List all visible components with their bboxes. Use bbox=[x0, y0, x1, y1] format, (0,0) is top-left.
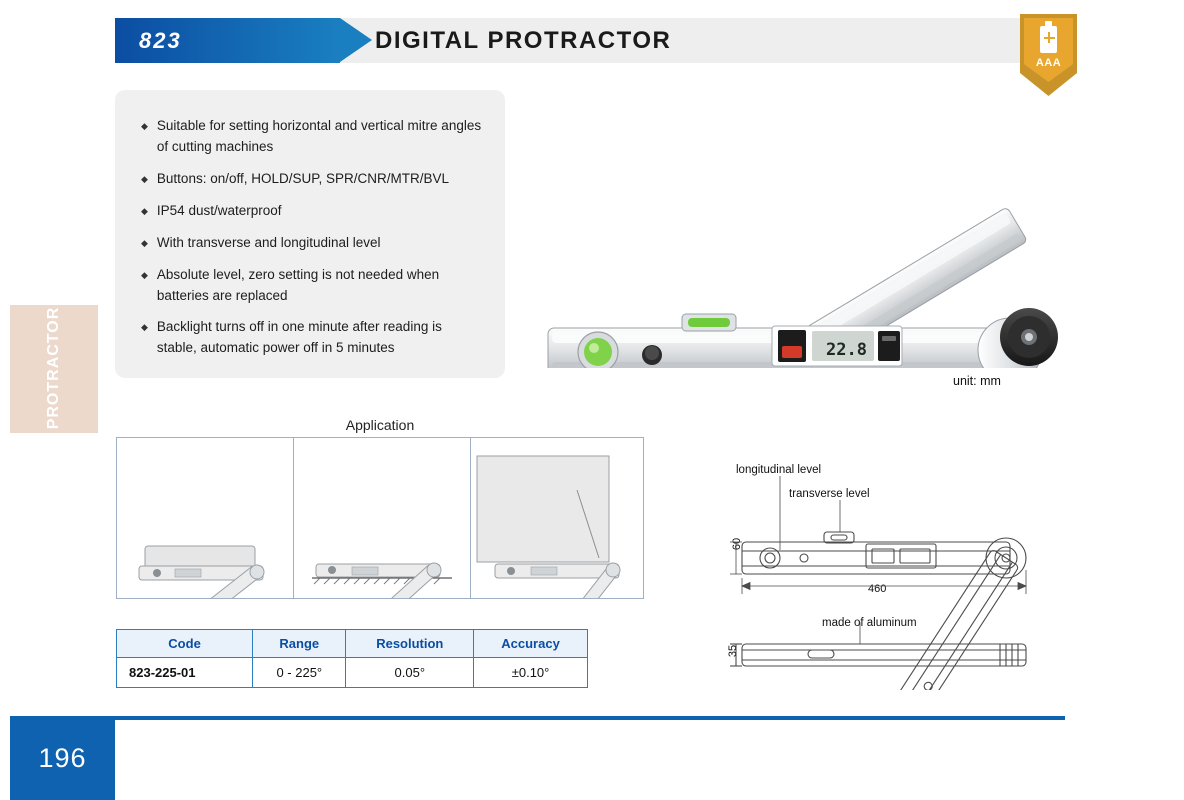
column-header-accuracy: Accuracy bbox=[474, 630, 588, 658]
application-illustration-1 bbox=[117, 438, 293, 598]
diamond-bullet-icon: ◆ bbox=[141, 269, 148, 280]
cell-resolution: 0.05° bbox=[346, 658, 474, 688]
diamond-bullet-icon: ◆ bbox=[141, 205, 148, 216]
lcd-reading: 22.8 bbox=[826, 340, 867, 360]
feature-text: IP54 dust/waterproof bbox=[156, 202, 282, 218]
column-header-code: Code bbox=[117, 630, 253, 658]
battery-label: AAA bbox=[1035, 57, 1062, 69]
dimension-thickness: 35 bbox=[727, 644, 740, 658]
page-number: 196 bbox=[38, 742, 87, 773]
dimension-height: 60 bbox=[731, 537, 744, 551]
battery-plus-icon-bar bbox=[1044, 37, 1055, 39]
specification-table bbox=[116, 629, 588, 688]
unit-label: unit: mm bbox=[953, 374, 1001, 388]
product-code: 823 bbox=[139, 27, 182, 53]
callout-longitudinal-level: longitudinal level bbox=[736, 464, 822, 476]
list-item bbox=[141, 169, 485, 190]
application-panel-3 bbox=[471, 438, 647, 598]
technical-drawing bbox=[700, 360, 1170, 690]
cell-code: 823-225-01 bbox=[117, 658, 253, 688]
list-item bbox=[141, 233, 485, 254]
application-panel-1 bbox=[117, 438, 294, 598]
category-side-tab-label: PROTRACTOR bbox=[45, 306, 62, 430]
diamond-bullet-icon: ◆ bbox=[141, 121, 148, 131]
product-photo bbox=[520, 78, 1080, 368]
feature-list bbox=[115, 90, 505, 378]
column-header-resolution: Resolution bbox=[346, 630, 474, 658]
feature-text: Buttons: on/off, HOLD/SUP, SPR/CNR/MTR/BVL bbox=[156, 170, 450, 186]
application-panels bbox=[116, 437, 644, 599]
list-item bbox=[141, 116, 485, 158]
diamond-bullet-icon: ◆ bbox=[141, 173, 148, 184]
page-title: DIGITAL PROTRACTOR bbox=[375, 26, 672, 54]
page-number-box bbox=[10, 716, 115, 800]
column-header-range: Range bbox=[253, 630, 346, 658]
category-side-tab bbox=[10, 305, 98, 433]
list-item bbox=[141, 265, 485, 307]
header-code-banner bbox=[115, 18, 340, 63]
list-item bbox=[141, 317, 485, 359]
feature-text: With transverse and longitudinal level bbox=[156, 234, 381, 250]
cell-accuracy: ±0.10° bbox=[474, 658, 588, 688]
diamond-bullet-icon: ◆ bbox=[141, 237, 148, 248]
list-item bbox=[141, 201, 485, 222]
table-row bbox=[117, 658, 588, 688]
feature-text: Absolute level, zero setting is not needed when batteries are replaced bbox=[156, 266, 440, 303]
footer-divider bbox=[115, 716, 1065, 720]
application-panel-2 bbox=[294, 438, 471, 598]
application-label: Application bbox=[345, 417, 415, 433]
cell-range: 0 - 225° bbox=[253, 658, 346, 688]
callout-transverse-level: transverse level bbox=[789, 488, 870, 500]
diamond-bullet-icon: ◆ bbox=[141, 322, 148, 333]
hinge-knob bbox=[978, 308, 1058, 368]
application-illustration-2 bbox=[294, 438, 470, 598]
dimension-length: 460 bbox=[868, 583, 887, 595]
callout-material: made of aluminum bbox=[822, 617, 917, 629]
feature-text: Backlight turns off in one minute after reading is stable, automatic power off in 5 minutes bbox=[156, 319, 442, 356]
table-header-row bbox=[117, 630, 588, 658]
application-illustration-3 bbox=[471, 438, 647, 598]
feature-text: Suitable for setting horizontal and vertical mitre angles of cutting machines bbox=[156, 118, 482, 154]
